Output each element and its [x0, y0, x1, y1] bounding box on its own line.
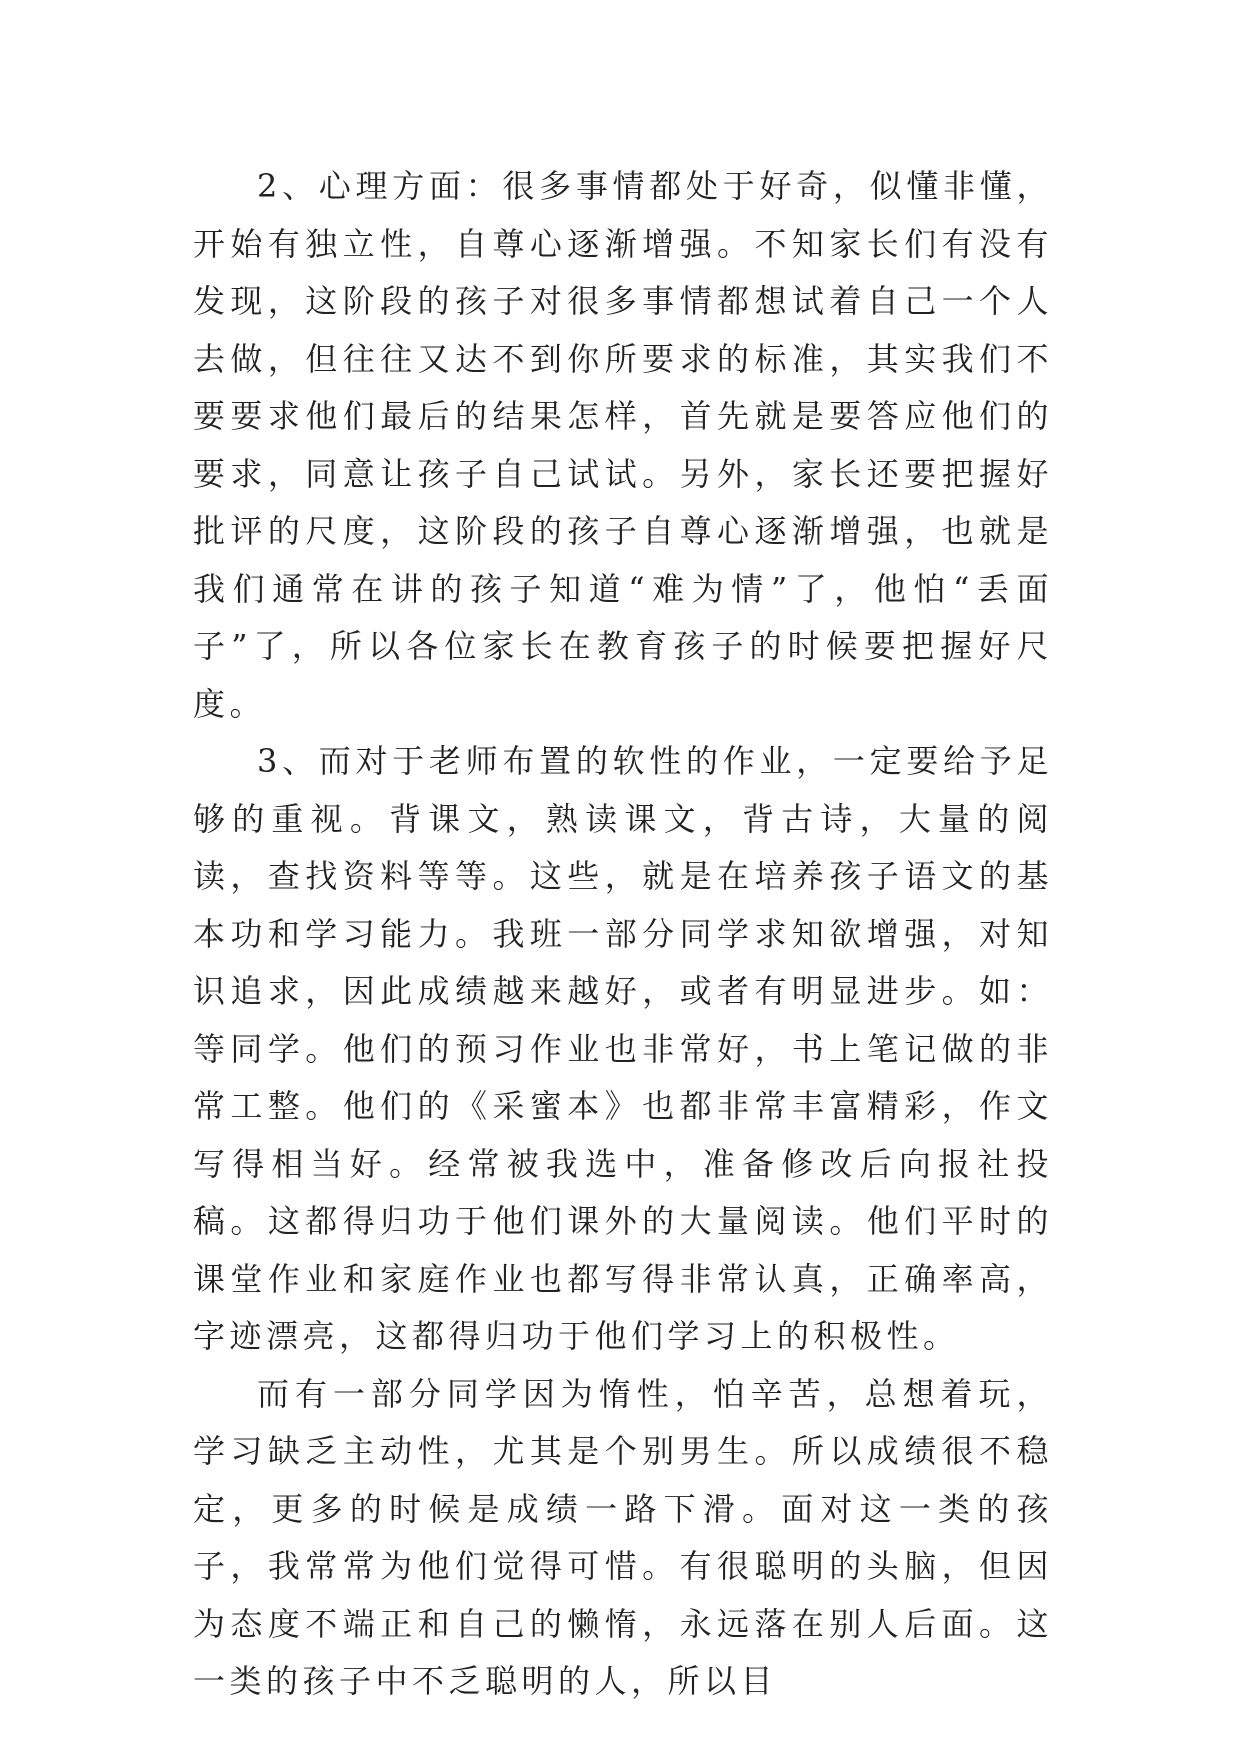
- paragraph-psychology: 2、心理方面：很多事情都处于好奇，似懂非懂，开始有独立性，自尊心逐渐增强。不知家长们有没有发现，这阶段的孩子对很多事情都想试着自己一个人去做，但往往又达不到你所要求的标准，其实我们不要要求他们最后的结果怎样，首先就是要答应他们的要求，同意让孩子自己试试。另外，家长还要把握好批评的尺度，这阶段的孩子自尊心逐渐增强，也就是我们通常在讲的孩子知道“难为情”了，他怕“丢面子”了，所以各位家长在教育孩子的时候要把握好尺度。: [193, 167, 1053, 723]
- document-body: [193, 158, 1053, 1711]
- paragraph-homework: 3、而对于老师布置的软性的作业，一定要给予足够的重视。背课文，熟读课文，背古诗，大量的阅读，查找资料等等。这些，就是在培养孩子语文的基本功和学习能力。我班一部分同学求知欲增强，对知识追求，因此成绩越来越好，或者有明显进步。如：等同学。他们的预习作业也非常好，书上笔记做的非常工整。他们的《采蜜本》也都非常丰富精彩，作文写得相当好。经常被我选中，准备修改后向报社投稿。这都得归功于他们课外的大量阅读。他们平时的课堂作业和家庭作业也都写得非常认真，正确率高，字迹漂亮，这都得归功于他们学习上的积极性。: [193, 742, 1053, 1355]
- paragraph-lazy-students: 而有一部分同学因为惰性，怕辛苦，总想着玩，学习缺乏主动性，尤其是个别男生。所以成绩很不稳定，更多的时候是成绩一路下滑。面对这一类的孩子，我常常为他们觉得可惜。有很聪明的头脑，但因为态度不端正和自己的懒惰，永远落在别人后面。这一类的孩子中不乏聪明的人，所以目: [193, 1374, 1053, 1700]
